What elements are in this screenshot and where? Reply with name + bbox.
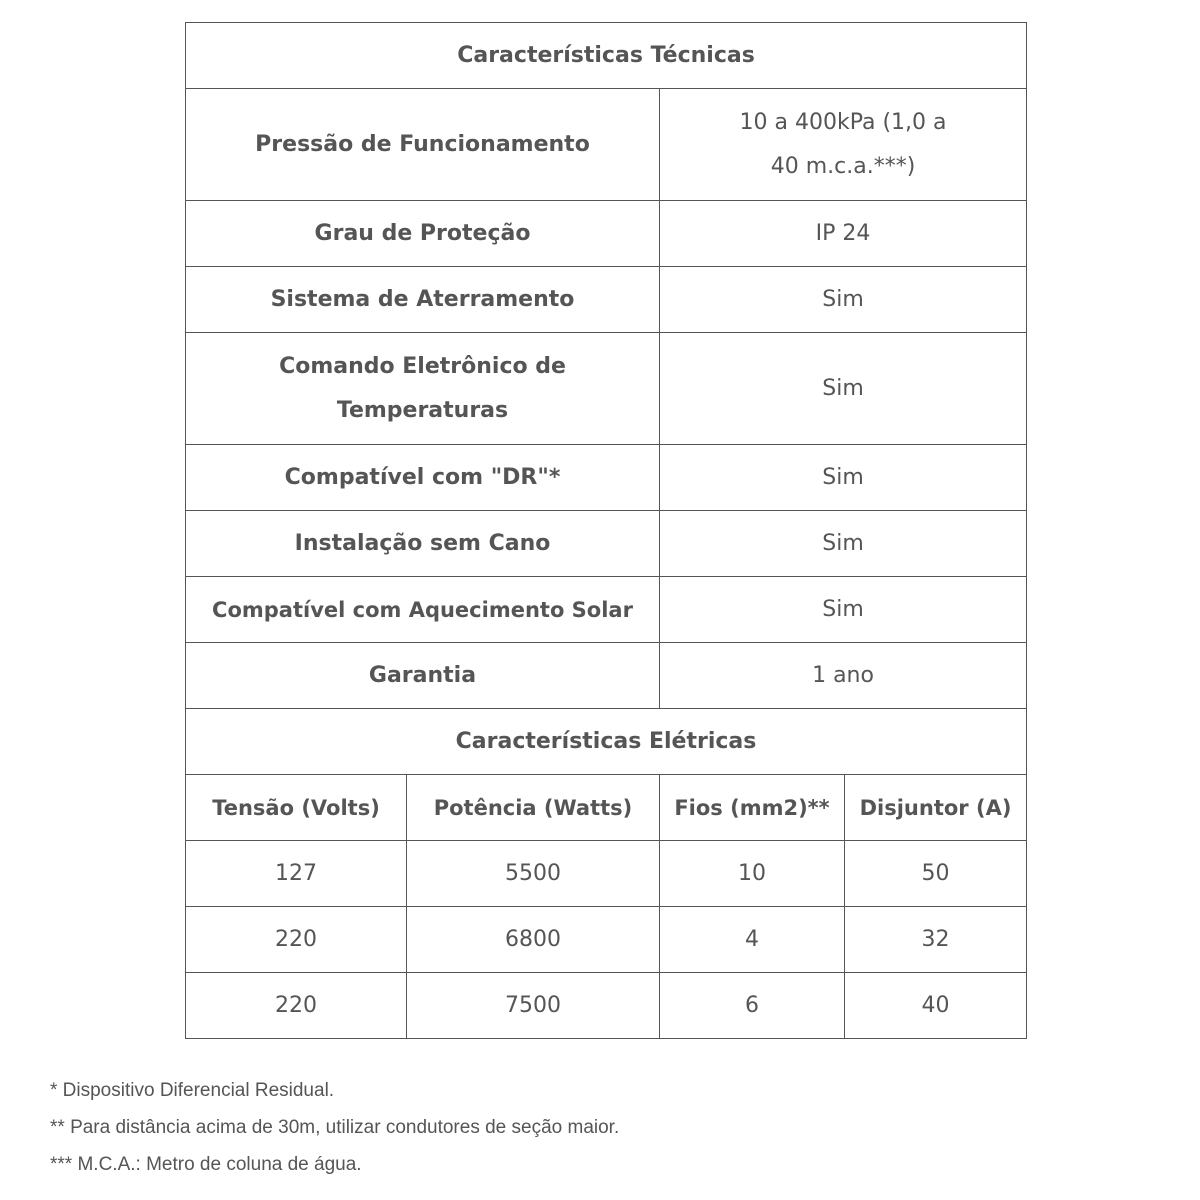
table-row [186, 445, 1027, 511]
row-label: Instalação sem Cano [186, 511, 660, 577]
footnote: *** M.C.A.: Metro de coluna de água. [50, 1154, 362, 1175]
table-cell: 32 [845, 907, 1027, 973]
table-section-header [186, 709, 1027, 775]
row-label: Comando Eletrônico de Temperaturas [186, 333, 660, 445]
table-cell: 220 [186, 973, 407, 1039]
table-row [186, 973, 1027, 1039]
specs-table [185, 22, 1027, 1039]
table-row [186, 89, 1027, 201]
row-value: Sim [660, 333, 1027, 445]
table-row [186, 841, 1027, 907]
row-label: Pressão de Funcionamento [186, 89, 660, 201]
eletricas-title: Características Elétricas [186, 709, 1027, 775]
footnotes [50, 1072, 619, 1183]
table-section-header [186, 23, 1027, 89]
row-label: Garantia [186, 643, 660, 709]
footnote: * Dispositivo Diferencial Residual. [50, 1080, 335, 1101]
row-label: Grau de Proteção [186, 201, 660, 267]
table-cell: 7500 [407, 973, 660, 1039]
table-cell: 6 [660, 973, 845, 1039]
row-value: 1 ano [660, 643, 1027, 709]
table-cell: 6800 [407, 907, 660, 973]
table-row [186, 907, 1027, 973]
tecnicas-title: Características Técnicas [186, 23, 1027, 89]
row-label: Sistema de Aterramento [186, 267, 660, 333]
row-label: Compatível com Aquecimento Solar [186, 577, 660, 643]
table-cell: 4 [660, 907, 845, 973]
column-header: Tensão (Volts) [186, 775, 407, 841]
table-header-row [186, 775, 1027, 841]
table-row [186, 643, 1027, 709]
table-row [186, 267, 1027, 333]
table-cell: 50 [845, 841, 1027, 907]
table-cell: 127 [186, 841, 407, 907]
row-label: Compatível com "DR"* [186, 445, 660, 511]
table-row [186, 333, 1027, 445]
table-cell: 40 [845, 973, 1027, 1039]
table-row [186, 201, 1027, 267]
table-cell: 5500 [407, 841, 660, 907]
row-value: 10 a 400kPa (1,0 a 40 m.c.a.***) [660, 89, 1027, 201]
table-row [186, 511, 1027, 577]
row-value: Sim [660, 445, 1027, 511]
table-row [186, 577, 1027, 643]
row-value: Sim [660, 267, 1027, 333]
table-cell: 10 [660, 841, 845, 907]
column-header: Disjuntor (A) [845, 775, 1027, 841]
column-header: Fios (mm2)** [660, 775, 845, 841]
row-value: IP 24 [660, 201, 1027, 267]
row-value: Sim [660, 511, 1027, 577]
column-header: Potência (Watts) [407, 775, 660, 841]
row-value: Sim [660, 577, 1027, 643]
table-cell: 220 [186, 907, 407, 973]
footnote: ** Para distância acima de 30m, utilizar condutores de seção maior. [50, 1117, 620, 1138]
